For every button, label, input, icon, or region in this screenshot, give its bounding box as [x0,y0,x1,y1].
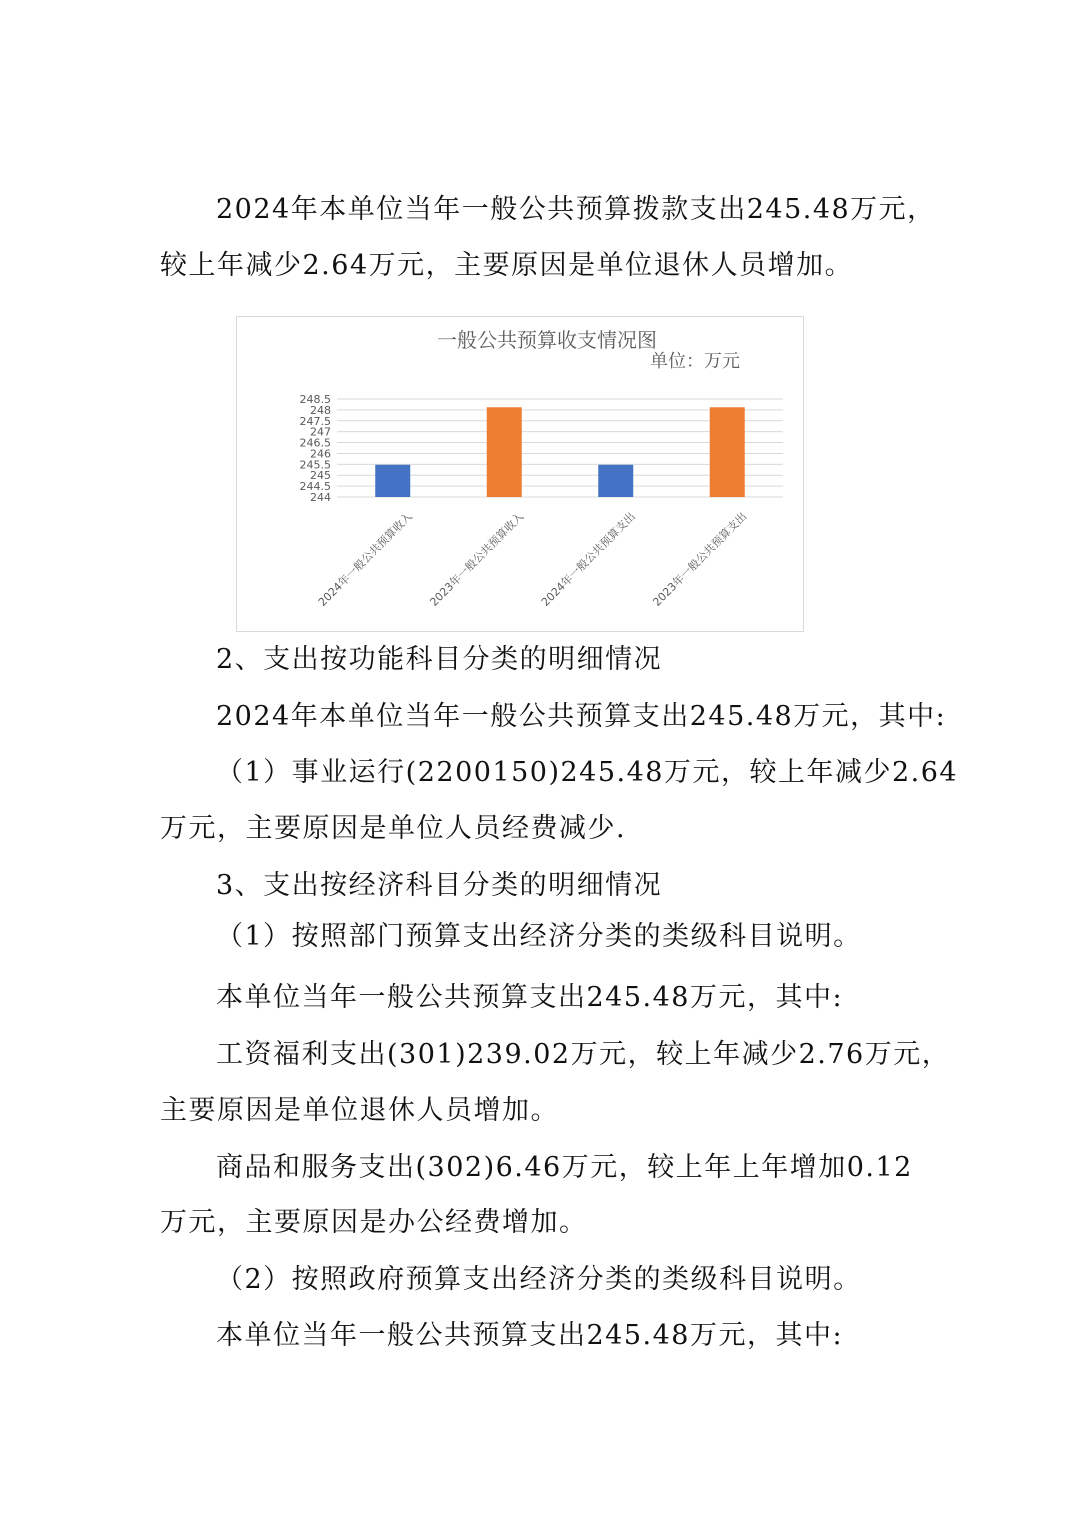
y-tick-label: 244.5 [299,480,331,494]
bar-2 [487,407,522,497]
x-category-label: 2023年一般公共预算收入 [427,509,527,609]
y-tick-label: 247 [310,425,331,439]
paragraph-3-line-2: 万元，主要原因是单位人员经费减少. [160,813,627,844]
paragraph-8: （2）按照政府预算支出经济分类的类级科目说明。 [216,1264,862,1295]
paragraph-5: 本单位当年一般公共预算支出245.48万元，其中: [216,982,844,1013]
bar-3 [598,465,633,497]
paragraph-4: （1）按照部门预算支出经济分类的类级科目说明。 [216,921,862,952]
paragraph-3-line-1: （1）事业运行(2200150)245.48万元，较上年减少2.64 [216,757,959,788]
paragraph-2: 2024年本单位当年一般公共预算支出245.48万元，其中: [216,701,947,732]
paragraph-7-line-2: 万元，主要原因是办公经费增加。 [160,1207,588,1238]
y-tick-label: 248 [310,403,331,417]
paragraph-9: 本单位当年一般公共预算支出245.48万元，其中: [216,1320,844,1351]
paragraph-7-line-1: 商品和服务支出(302)6.46万元，较上年上年增加0.12 [216,1152,913,1183]
y-tick-label: 246.5 [299,436,331,450]
y-tick-label: 245.5 [299,458,331,472]
section-heading-3: 3、支出按经济科目分类的明细情况 [216,870,663,901]
x-category-label: 2023年一般公共预算支出 [650,509,750,609]
y-tick-label: 244 [310,491,331,504]
budget-chart [236,316,804,632]
y-tick-label: 248.5 [299,393,331,406]
paragraph-6-line-2: 主要原因是单位退休人员增加。 [160,1095,559,1126]
y-tick-label: 246 [310,447,331,461]
chart-subtitle: 单位：万元 [650,351,740,372]
bar-4 [710,407,745,497]
x-category-label: 2024年一般公共预算收入 [315,509,415,609]
bar-1 [375,465,410,497]
x-category-label: 2024年一般公共预算支出 [538,509,638,609]
chart-canvas [237,317,803,631]
paragraph-6-line-1: 工资福利支出(301)239.02万元，较上年减少2.76万元， [216,1039,951,1070]
chart-title: 一般公共预算收支情况图 [437,328,657,352]
paragraph-1-line-1: 2024年本单位当年一般公共预算拨款支出245.48万元， [216,194,936,225]
y-tick-label: 245 [310,469,331,483]
section-heading-2: 2、支出按功能科目分类的明细情况 [216,644,663,675]
paragraph-1-line-2: 较上年减少2.64万元，主要原因是单位退休人员增加。 [160,250,854,281]
y-tick-label: 247.5 [299,414,331,428]
